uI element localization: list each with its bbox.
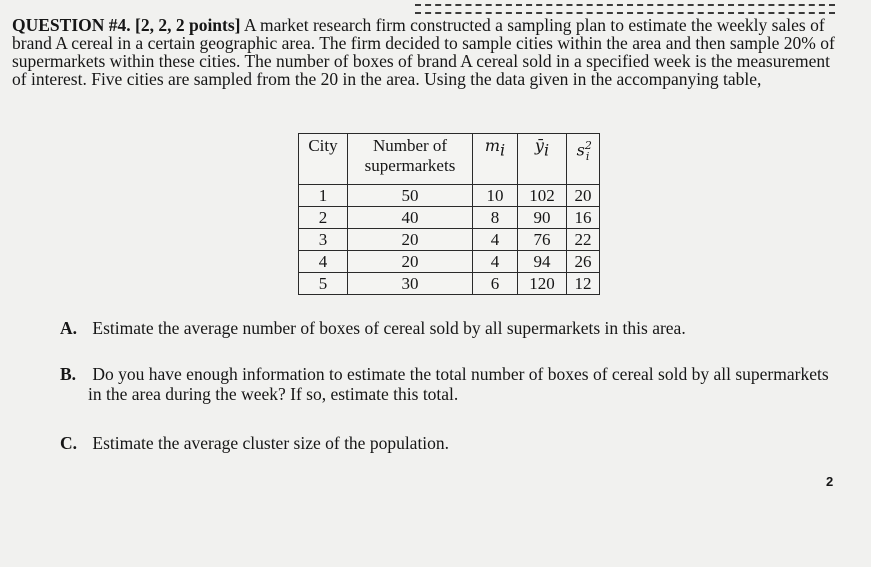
cell-m: 4 (473, 229, 518, 251)
cell-m: 10 (473, 185, 518, 207)
cell-supermarkets: 30 (348, 273, 473, 295)
header-m-symbol: m (484, 136, 501, 155)
cell-y: 120 (518, 273, 567, 295)
question-heading: QUESTION #4. [2, 2, 2 points] (12, 15, 241, 35)
cell-s2: 16 (567, 207, 600, 229)
table-row (299, 185, 600, 207)
part-a-text: Estimate the average number of boxes of cereal sold by all supermarkets in this area. (92, 318, 686, 338)
part-b-text-line1: Do you have enough information to estimate the total number of boxes of cereal sold by all supermarkets (92, 364, 829, 384)
cell-city: 1 (299, 185, 348, 207)
part-b (60, 364, 850, 404)
header-s-sup: 2 (584, 139, 592, 152)
cell-s2: 12 (567, 273, 600, 295)
cell-m: 4 (473, 251, 518, 273)
cell-s2: 20 (567, 185, 600, 207)
cell-supermarkets: 20 (348, 251, 473, 273)
header-supermarkets-line2: supermarkets (364, 156, 456, 175)
part-b-label: B. (60, 364, 77, 384)
cell-city: 5 (299, 273, 348, 295)
header-y (518, 134, 567, 185)
table-row (299, 229, 600, 251)
part-c-label: C. (60, 433, 78, 453)
data-table (298, 133, 600, 295)
header-s-sub: i (585, 150, 590, 164)
cell-y: 94 (518, 251, 567, 273)
header-m-sub: i (500, 140, 506, 160)
header-s2 (567, 134, 600, 185)
cell-y: 76 (518, 229, 567, 251)
cell-city: 4 (299, 251, 348, 273)
table-row (299, 273, 600, 295)
part-c (60, 433, 850, 453)
part-b-text-line2: in the area during the week? If so, estimate this total. (88, 384, 459, 404)
header-y-symbol: ȳ (534, 136, 544, 155)
table-row (299, 251, 600, 273)
top-dashed-rule (415, 4, 835, 14)
header-supermarkets-line1: Number of (372, 136, 448, 155)
cell-m: 6 (473, 273, 518, 295)
header-city: City (299, 134, 348, 185)
header-y-sub: i (543, 140, 550, 160)
page-number: 2 (826, 474, 834, 489)
cell-supermarkets: 40 (348, 207, 473, 229)
part-c-text: Estimate the average cluster size of the population. (92, 433, 450, 453)
table-row (299, 207, 600, 229)
header-supermarkets (348, 134, 473, 185)
cell-city: 3 (299, 229, 348, 251)
part-a-label: A. (60, 318, 78, 338)
question-text (12, 16, 848, 88)
cell-supermarkets: 20 (348, 229, 473, 251)
table-header-row (299, 134, 600, 185)
cell-y: 102 (518, 185, 567, 207)
cell-y: 90 (518, 207, 567, 229)
header-m (473, 134, 518, 185)
header-s-symbol: s (576, 140, 585, 160)
part-a (60, 318, 850, 338)
cell-s2: 26 (567, 251, 600, 273)
cell-supermarkets: 50 (348, 185, 473, 207)
question-body: A market research firm constructed a sampling plan to estimate the weekly sales of brand A cereal in a certain geographic area. The firm decided to sample cities within the area and then sample 20% of supermarkets within these cities. The number of boxes of brand A cereal sold in a specified week is the measurement of interest. Five cities are sampled from the 20 in the area. Using the data given in the accompanying table, (12, 15, 835, 89)
cell-m: 8 (473, 207, 518, 229)
cell-city: 2 (299, 207, 348, 229)
cell-s2: 22 (567, 229, 600, 251)
